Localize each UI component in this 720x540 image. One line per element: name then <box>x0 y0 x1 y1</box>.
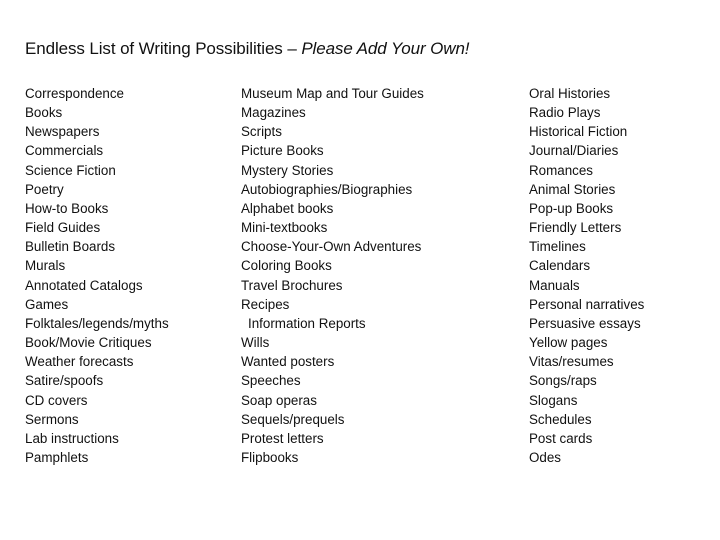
list-item: Historical Fiction <box>529 124 628 140</box>
column-2 <box>241 84 424 467</box>
list-item: Personal narratives <box>529 296 645 312</box>
list-item: Sermons <box>25 411 79 427</box>
list-item: Science Fiction <box>25 162 116 178</box>
list-item: Animal Stories <box>529 181 616 197</box>
slide-title <box>25 38 469 60</box>
list-item: How-to Books <box>25 200 109 216</box>
list-item: Yellow pages <box>529 335 608 351</box>
list-item: Books <box>25 105 63 121</box>
list-item: Choose-Your-Own Adventures <box>241 239 422 255</box>
list-item: Persuasive essays <box>529 315 641 331</box>
list-item: Slogans <box>529 392 578 408</box>
list-item: Weather forecasts <box>25 354 134 370</box>
list-item: Soap operas <box>241 392 317 408</box>
list-item: Timelines <box>529 239 586 255</box>
list-item: Newspapers <box>25 124 100 140</box>
list-item: Songs/raps <box>529 373 597 389</box>
list-item: Recipes <box>241 296 290 312</box>
list-item: Pamphlets <box>25 449 89 465</box>
list-item: Manuals <box>529 277 580 293</box>
list-item: Autobiographies/Biographies <box>241 181 413 197</box>
list-item: Scripts <box>241 124 282 140</box>
list-item: Information Reports <box>248 315 366 331</box>
list-item: Correspondence <box>25 86 125 101</box>
list-item: Museum Map and Tour Guides <box>241 86 424 101</box>
slide-title-main: Endless List of Writing Possibilities – <box>25 39 302 58</box>
list-item: Journal/Diaries <box>529 143 619 159</box>
list-item: Satire/spoofs <box>25 373 104 389</box>
list-item: CD covers <box>25 392 88 408</box>
list-item: Vitas/resumes <box>529 354 614 370</box>
slide-title-emphasis: Please Add Your Own! <box>301 39 470 58</box>
list-item: Annotated Catalogs <box>25 277 143 293</box>
list-item: Murals <box>25 258 66 274</box>
list-item: Magazines <box>241 105 306 121</box>
list-item: Flipbooks <box>241 449 299 465</box>
list-item: Sequels/prequels <box>241 411 345 427</box>
list-item: Pop-up Books <box>529 200 614 216</box>
list-item: Protest letters <box>241 430 324 446</box>
list-item: Post cards <box>529 430 593 446</box>
list-item: Schedules <box>529 411 592 427</box>
list-item: Friendly Letters <box>529 220 622 236</box>
list-item: Bulletin Boards <box>25 239 116 255</box>
list-item: Picture Books <box>241 143 324 159</box>
list-item: Odes <box>529 449 562 465</box>
list-item: Calendars <box>529 258 591 274</box>
list-item: Book/Movie Critiques <box>25 335 152 351</box>
list-item: Wanted posters <box>241 354 335 370</box>
column-1 <box>25 84 169 467</box>
list-item: Speeches <box>241 373 301 389</box>
list-item: Folktales/legends/myths <box>25 315 169 331</box>
list-item: Lab instructions <box>25 430 119 446</box>
list-item: Poetry <box>25 181 64 197</box>
list-item: Games <box>25 296 69 312</box>
list-item: Commercials <box>25 143 104 159</box>
list-item: Radio Plays <box>529 105 601 121</box>
list-item: Mini-textbooks <box>241 220 328 236</box>
list-item: Wills <box>241 335 270 351</box>
list-item: Travel Brochures <box>241 277 343 293</box>
list-item: Romances <box>529 162 594 178</box>
list-item: Alphabet books <box>241 200 334 216</box>
list-item: Oral Histories <box>529 86 611 101</box>
list-item: Mystery Stories <box>241 162 334 178</box>
list-item: Coloring Books <box>241 258 332 274</box>
list-item: Field Guides <box>25 220 101 236</box>
column-3 <box>529 84 644 467</box>
